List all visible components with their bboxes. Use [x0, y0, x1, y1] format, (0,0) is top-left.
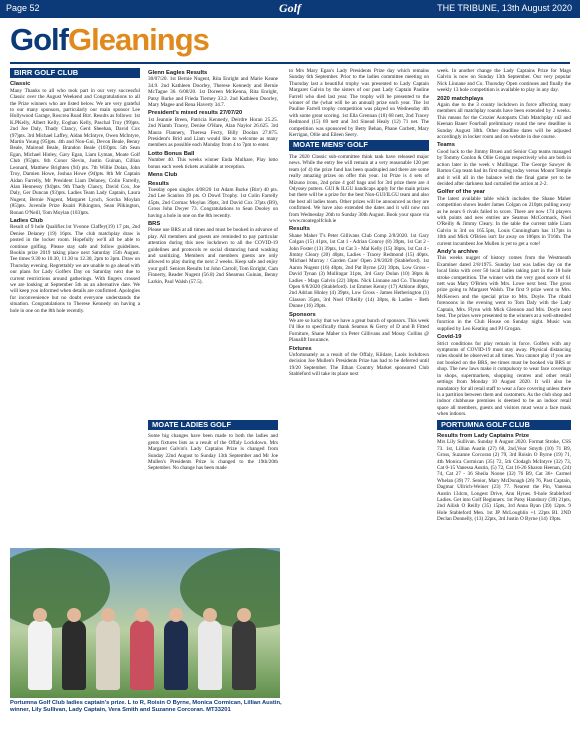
photo-person-head — [67, 608, 81, 622]
photo-person — [198, 620, 222, 690]
photo-person-head — [237, 608, 251, 622]
brs-text: Please use BRS at all times and must be booked in advance of play. All members and guests are reminded to pay particular attention during this new lockdown to all the COVID-19 guidelines and protocols re social distancing hand washing and sanitizing. Members and members guests are only allowed to play during the next 2 weeks. Keep safe and enjoy your golf. Seniors Results 1st John Carroll, Tom Enright, Cam Finnerty, Reader Nugent (56.8) 2nd Sheamus Guinan, Benny Larkin, Paul Walsh (57.5). — [148, 227, 278, 285]
sponsors-text: We are so lucky that we have a great bunch of sponsors. This week I'd like to specifically thank Seamus & Gerry of D and B Fitted Furniture, Shane Maher t/a Peter Gillivans and Mossy Collins @ Planalift Insurance. — [289, 318, 429, 344]
masthead: THE TRIBUNE, 13th August 2020 — [437, 3, 572, 13]
classic-text: Many Thanks to all who took part in our very successful Classic over the August Weekend and Congratulations to all the Prize winners who are listed below. We are very grateful to our many sponsors, particularly our main sponsor Lee Hollywood Garage, Roscrea Road Birr. Results as follows: 1st K.PKelly, Albert Kelly, Eoghan Kelly, Paschal Troy (99)pts. 2nd Joe Daly, Thady Clancy, Gerd Sheehan, David Cox (97)pts. 3rd Michael Laffey, Aidan McIntyre, Owen McIntyre, Martin Young (95)pts. 4th and Non-Gui, Devon Beale, Benny Beale, Mairead Beale, Brandon Beale (103)pts. 5th Sean Egan, Michael Hinley, Gary Egan, Liam Lyman, Moate Golf Club (95)pts. 6th Conor Slevin, Justin Guinan, Cillian Leonard, Matthew Brighten (94) pts. 7th Willie Dolan, John Troy, Damien Howe, Joshua Howe (94)pts. 8th Mr Captain Aidan Farrelly, Mr President Liam Delaney, Colin Farrelly, Alan Hennessy (94)pts. 9th Thady Clancy, David Cox, Joe Daly, Ger Duncan (93)pts. Ladies Team Lady Captain, Laura Nugent, Bernie Nugent, Margaret Lynch, Sorcha Moylan (85)pts. Juvenile Prize Ruairi Pilkington, Sean Pilkington, Ronan O'Neill, Tom Moylan (103)pts. — [10, 87, 140, 216]
photo-person-head — [203, 608, 217, 622]
mens-results-subheading: Results — [148, 180, 169, 187]
matchplay-subheading: 2020 matchplays — [437, 95, 484, 102]
portumna-subheading: Results from Lady Captains Prize — [437, 432, 530, 439]
results-text: Shane Maher T's Peter Gillivans Club Comp 2/8/2020. 1st Gary Colgan (15) 41pts, 1st Cat 1 - Adrian Conroy (8) 39pts, 1st Cat 2 - John Foster (13) 39pts, 1st Cat 3 - Mal Kelly (15) 38pts, 1st Cat 4 - Jimmy Cleary (20) 40pts, Ladies - Tracey Redmond (15) 40pts. 'Michael Murray / Garden Care' Open 2/8/2020 (Stableford). 1st Aaron Nugent (16) 40pts, 2nd Pat Byrne (22) 39pts, Low Gross - David Tynan (3) Mullingar 31pts, 3rd Gary Dolan (10) 38pts & Ladies - Mags Galvin (22) 38pts. Nick Linnane and Co. Thursday Open 6/8/2020 (Stableford). 1st Emmet Kenny (17) Athlone 40pts, 2nd Adrian Hinley (4) 39pts, Low Gross - James Hetherington (1) Glasson 35pts, 3rd Noel O'Reilly (14) 38pts, & Ladies - Beth Dunne (16) 29pts. — [289, 232, 429, 310]
archive-subheading: Andy's archive — [437, 248, 479, 255]
column-birr — [10, 68, 140, 478]
banner-title-part1: Golf — [10, 22, 68, 57]
mens-text: Tuesday open singles 4/08/20 1st Adam Burke (Birr) 40 pts. 2nd Lee Scanlon 39 pts. O Dowd Trophy. 1st Colin Farrelly 45pts, 2nd Cormac Moylan 39pts, 3rd David Cox 37pts (B9), Gross John Dwyer 73. Congratulations to Sean Dooley on having a hole in one on the 8th recently. — [148, 186, 278, 219]
ladies-text: Result of 9 hole Qualifier.1st Yvonne Claffey(19) 17 pts, 2nd Denise Delaney (19) 16pts. The club matchplay draw is posted in the locker room. Hopefully we'll all be able to continue golfing. Please stay safe and follow guidelines. Bookin prize 2019 taking place next Saturday 15th August. Tee times 9.30 to 10.30, 11.30 to 12.30, 2pm to 3pm. Draw on Thursday evening. Regrettably we are unable to go ahead with our plans for Lady Golfers Day on Saturday next due to current restrictions around gatherings. With fingers crossed we are looking at September 5th as an alternative date. We will keep you informed when details are confirmed. Apologies for inconvenience but no doubt everyone understands the situation. Congratulations to Therese Kennedy on having a hole in one on the 8th hole recently. — [10, 224, 140, 314]
birr-heading: BIRR GOLF CLUB — [10, 68, 140, 78]
photo-person-head — [135, 608, 149, 622]
fixtures-subheading: Fixtures — [289, 345, 312, 352]
mens-subheading: Mens Club — [148, 172, 178, 179]
portumna-heading: PORTUMNA GOLF CLUB — [437, 420, 571, 430]
page-header — [0, 0, 580, 18]
photo-tree — [180, 548, 280, 628]
teams-subheading: Teams — [437, 142, 455, 149]
moate-ladies-heading: MOATE LADIES GOLF — [148, 420, 278, 430]
moate-mens-text: The 2020 Classic sub-committee think tank have released major news. While the entry fee will remain at a very reasonable 120 per team (of 4) the prize fund has been quadrupled and there are some really amazing prizes on offer this year. 1st Prize is 4 sets of Mizuno irons, 2nd prize 4 golf bags and for 3rd prize there are 4 Odyssey putters. GUI & ILGU handicaps apply for the main prizes but there will be a prize for the best Non-GUI/ILGU team and also the best all ladies team. Other prizes will be announced as they are confirmed. We have also extended the dates and it will now run from Wednesday 26th to Sunday 30th August. Book your space via www.moategolfclub.ie — [289, 153, 429, 224]
banner-rule — [10, 62, 570, 64]
photo-caption: Portumna Golf Club ladies captain's prize. L to R, Roisin O Byrne, Monica Cormican, Lillian Austin, winner, Lily Sullivan, Lady Captain, Vera Smith and Suzanne Corcoran. MT33201 — [10, 700, 282, 713]
section-label: Golf — [279, 1, 301, 15]
glenn-subheading: Glenn Eagles Results — [148, 70, 208, 76]
moate-ladies-continued: to Mrs Mary Egan's Lady Presidents Prize day which remains Sunday 6th September. Prior to the ladies committee meeting on Thursday last a beautiful trophy was presented to Lady Captain Margaret Galvin by the sisters of our past Lady Captain Pauline Farrell who died last year. The trophy will be presented to the winner of the (what will be an annual) prize each year. The 1st Pauline Farrell trophy competition was played on Wednesday 4th with some great scoring. 1st Ella Grennan (18) 68 nett, 2nd Tracey Redmond (15) 69 nett and 3rd Sinead Healy (12) 71 net. The competition was sponsored by Betty Behan, Phane Corbett, Mary Kerrigan, Ollie and Eileen Seery. — [289, 68, 429, 139]
lotto-subheading: Lotto Bonus Ball — [148, 150, 195, 157]
president-text: 1st Jeannie Breen, Patricia Kennedy, Deirdre Horan 25.25. 2nd Niamh Tracey, Denise O'Hare, Alan Naylor 26.625. 3rd Maura Flannery, Theresa Fecty, Billy Doolan 27.875. President's Brid and Liam would like to welcome as many members as possible each Monday from 4 to 7pm to enter. — [148, 116, 278, 149]
column-moate-continued — [437, 68, 571, 728]
section-banner — [10, 22, 570, 62]
covid-text: Strict conditions for play remain in force. Golfers with any symptoms of COVID-19 must stay away. Physical distancing rules should be observed at all times. You cannot play if you are not booked on the BRS, tee times must be booked via BRS or shop. The new laws make it compulsory to wear face coverings in shops, supermarkets, shopping centres and other retail settings from Monday 10 August 2020. It will also be mandatory for all retail staff to wear a face covering unless there is a partition between them and customers. As the club shop and indoor clubhouse premises is deemed to be an indoor retail space all members, guests and visitors must wear a face mask when indoors. — [437, 340, 571, 418]
golfer-subheading: Golfer of the year — [437, 189, 485, 196]
ladies-subheading: Ladies Club — [10, 217, 43, 224]
glenn-text: 30/07/20. 1st Bernie Nugent, Rita Enright and Marie Keane 34.9. 2nd Kathleen Doorley, Therese Kennedy and Bernie McTague 36. 6/08/20. 1st Doreen McKenna, Rita Enright, Patsy Burke and Frieda Tierney 33.2. 2nd Kathleen Doorley, Mary Magee and Rena Haverty 34.7. — [148, 76, 278, 109]
photo-tree — [10, 548, 110, 628]
page-number: Page 52 — [6, 3, 40, 13]
moate-mens-heading: MOATE MENS' GOLF — [289, 140, 429, 150]
banner-title-part2: Gleanings — [68, 22, 209, 57]
photo-person — [232, 620, 256, 690]
photo-person-head — [101, 608, 115, 622]
photo-person — [164, 620, 188, 690]
results-subheading: Results — [289, 226, 310, 233]
photo-person-head — [169, 608, 183, 622]
moate-ladies-section — [148, 420, 278, 545]
matchplay-text: Again due to the 3 county lockdown in force affecting many members all matchplay rounds have been extended by 2 weeks. This means for the Crozier Autoparts Club Matchplay r42 and Keenan Bauer Fourball preliminary round the new deadline is Sunday August 30th. Other deadline dates will be adjusted accordingly in locker room and on website in due course. — [437, 102, 571, 141]
photo-person — [130, 620, 154, 690]
photo-person-head — [33, 608, 47, 622]
president-subheading: President's mixed results 27/07/20 — [148, 110, 243, 117]
archive-text: This weeks nugget of history comes from the Westmeath Examiner dated 2/8/1975. Sunday last was ladies day on the local links with over 50 local ladies taking part in the 18 hole stroke competition. The winner with the very good score of 61 nett was Mary O'Brien with Mrs. Lowe next best. The gross prize going to Margaret Walsh. The first 9 prize went to Mrs. McKeown and the special prize to Mrs. Doyle. The ribald forenoons in the evening went to Tom Daly with the Lady Captain, Mrs. Flynn with Mick Glennon and Mrs. Doyle next best. The prizes were presented to the winners at a well-attended function in the Club House on Sunday night. Music was supplied by Leo Keating and PJ Grogan. — [437, 255, 571, 332]
column-birr-continued — [148, 68, 278, 418]
team-photo — [10, 548, 280, 698]
photo-person — [96, 620, 120, 690]
column-moate — [289, 68, 429, 728]
covid-subheading: Covid-19 — [437, 334, 462, 341]
portumna-text: Mrs Lily Sullivan. Sunday 8 August 2020. Format Stroke, CSS 73. 1st, Lillian Austin (27) 68, 2nd,Vear Smyth (10) 71 B9, Gross, Suzanne Corcoran (2) 79, 3rd Roisin O Byrne (19) 71, 4th Monica Cormican (35) 72, 5th Clodagh McIntyre (32) 73, Cat 0-15 Vanessa Austin, (5) 72, Cat 16-26 Sharon Heenan, (24) 74, Cat 27 - 36 Sheila Noone (32) 76 B9, Cat 36+ Carmel Whelan (39) 77. Senior, Mary McDonagh (26) 76, Past Captain, Dagmar Ullrich-Weiner (23) 77. Nearest the Pin, Vanessa Austin 134cm, Longest Drive, Ann Hynes. 9-hole Stableford Ladies. Get into Golf Beginners. 1st Patsy Hansbury (39) 21pts, 2nd Ailish O Reilly (35) 15pts, 3rd Anna Ryan (39) 12pts. 9 Hole Stableford Men. 1st JP McLoughlin +1 22pts BI. 2ND Declan Donnelly, (13) 22pts, 3rd Justin O Byrne (14) 19pts. — [437, 439, 571, 523]
lotto-text: Number 40. This weeks winner Enda Mulhare, Play lotto bonus each week tickets available at reception. — [148, 157, 278, 170]
fixtures-continued: week. In another change the Lady Captains Prize for Mags Galvin is now on Sunday 13th September. Our very popular Nick Linnane and Co. Thursday Open continues and finally the weekly 13 hole competition is available to play in any day. — [437, 68, 571, 94]
photo-person — [28, 620, 52, 690]
photo-person — [62, 620, 86, 690]
fixtures-text: Unfortunately as a result of the Offaly, Kildare, Laois lockdown decision Joe Mullen's Presidents Prize has had to be deferred until 19/20 September. The Ethan Country Market sponsored Club Stableford will take its place next — [289, 352, 429, 378]
brs-subheading: BRS — [148, 220, 161, 227]
classic-subheading: Classic — [10, 81, 31, 88]
golfer-text: The latest available table which includes the Shane Maher competition shows leader James Colgan on 210pts pulling away as he nears 6 rivals failed to score. There are now 174 players with points and new entries are Seamus McCormack, Noel O'Reilly & Jimmy Cleary. In the table the current table Liam Galvin is 3rd on 165.5pts, Louis Cunningham has 117pts in 10th and Mick O'Brien isn't far away on 106pts in T16th. The current incumbent Joe Mullen is yet to get a vote! — [437, 195, 571, 247]
moate-ladies-text: Some big changes have been made to both the ladies and gents fixtures lists as a result of the Offaly Lockdown. Mrs Margaret Galvin's Lady Captains Prize is changed from Sunday 22nd August to Sunday 13th September and Mr Joe Mullen's Presidents Prize is changed to the 19th/20th September. No change has been made — [148, 433, 278, 472]
teams-text: Good luck to the Jimmy Bruen and Senior Cup teams managed by Tommy Conlon & Ollie Grogan respectively who are both in action later in the week v Mullingar. The George Sawyer & Barton Cup team had its first outing today versus Mount Temple and it will all in the balance with the final game yet to be decided after darkness had curtailed the action at 2-2. — [437, 148, 571, 187]
sponsors-subheading: Sponsors — [289, 311, 316, 318]
